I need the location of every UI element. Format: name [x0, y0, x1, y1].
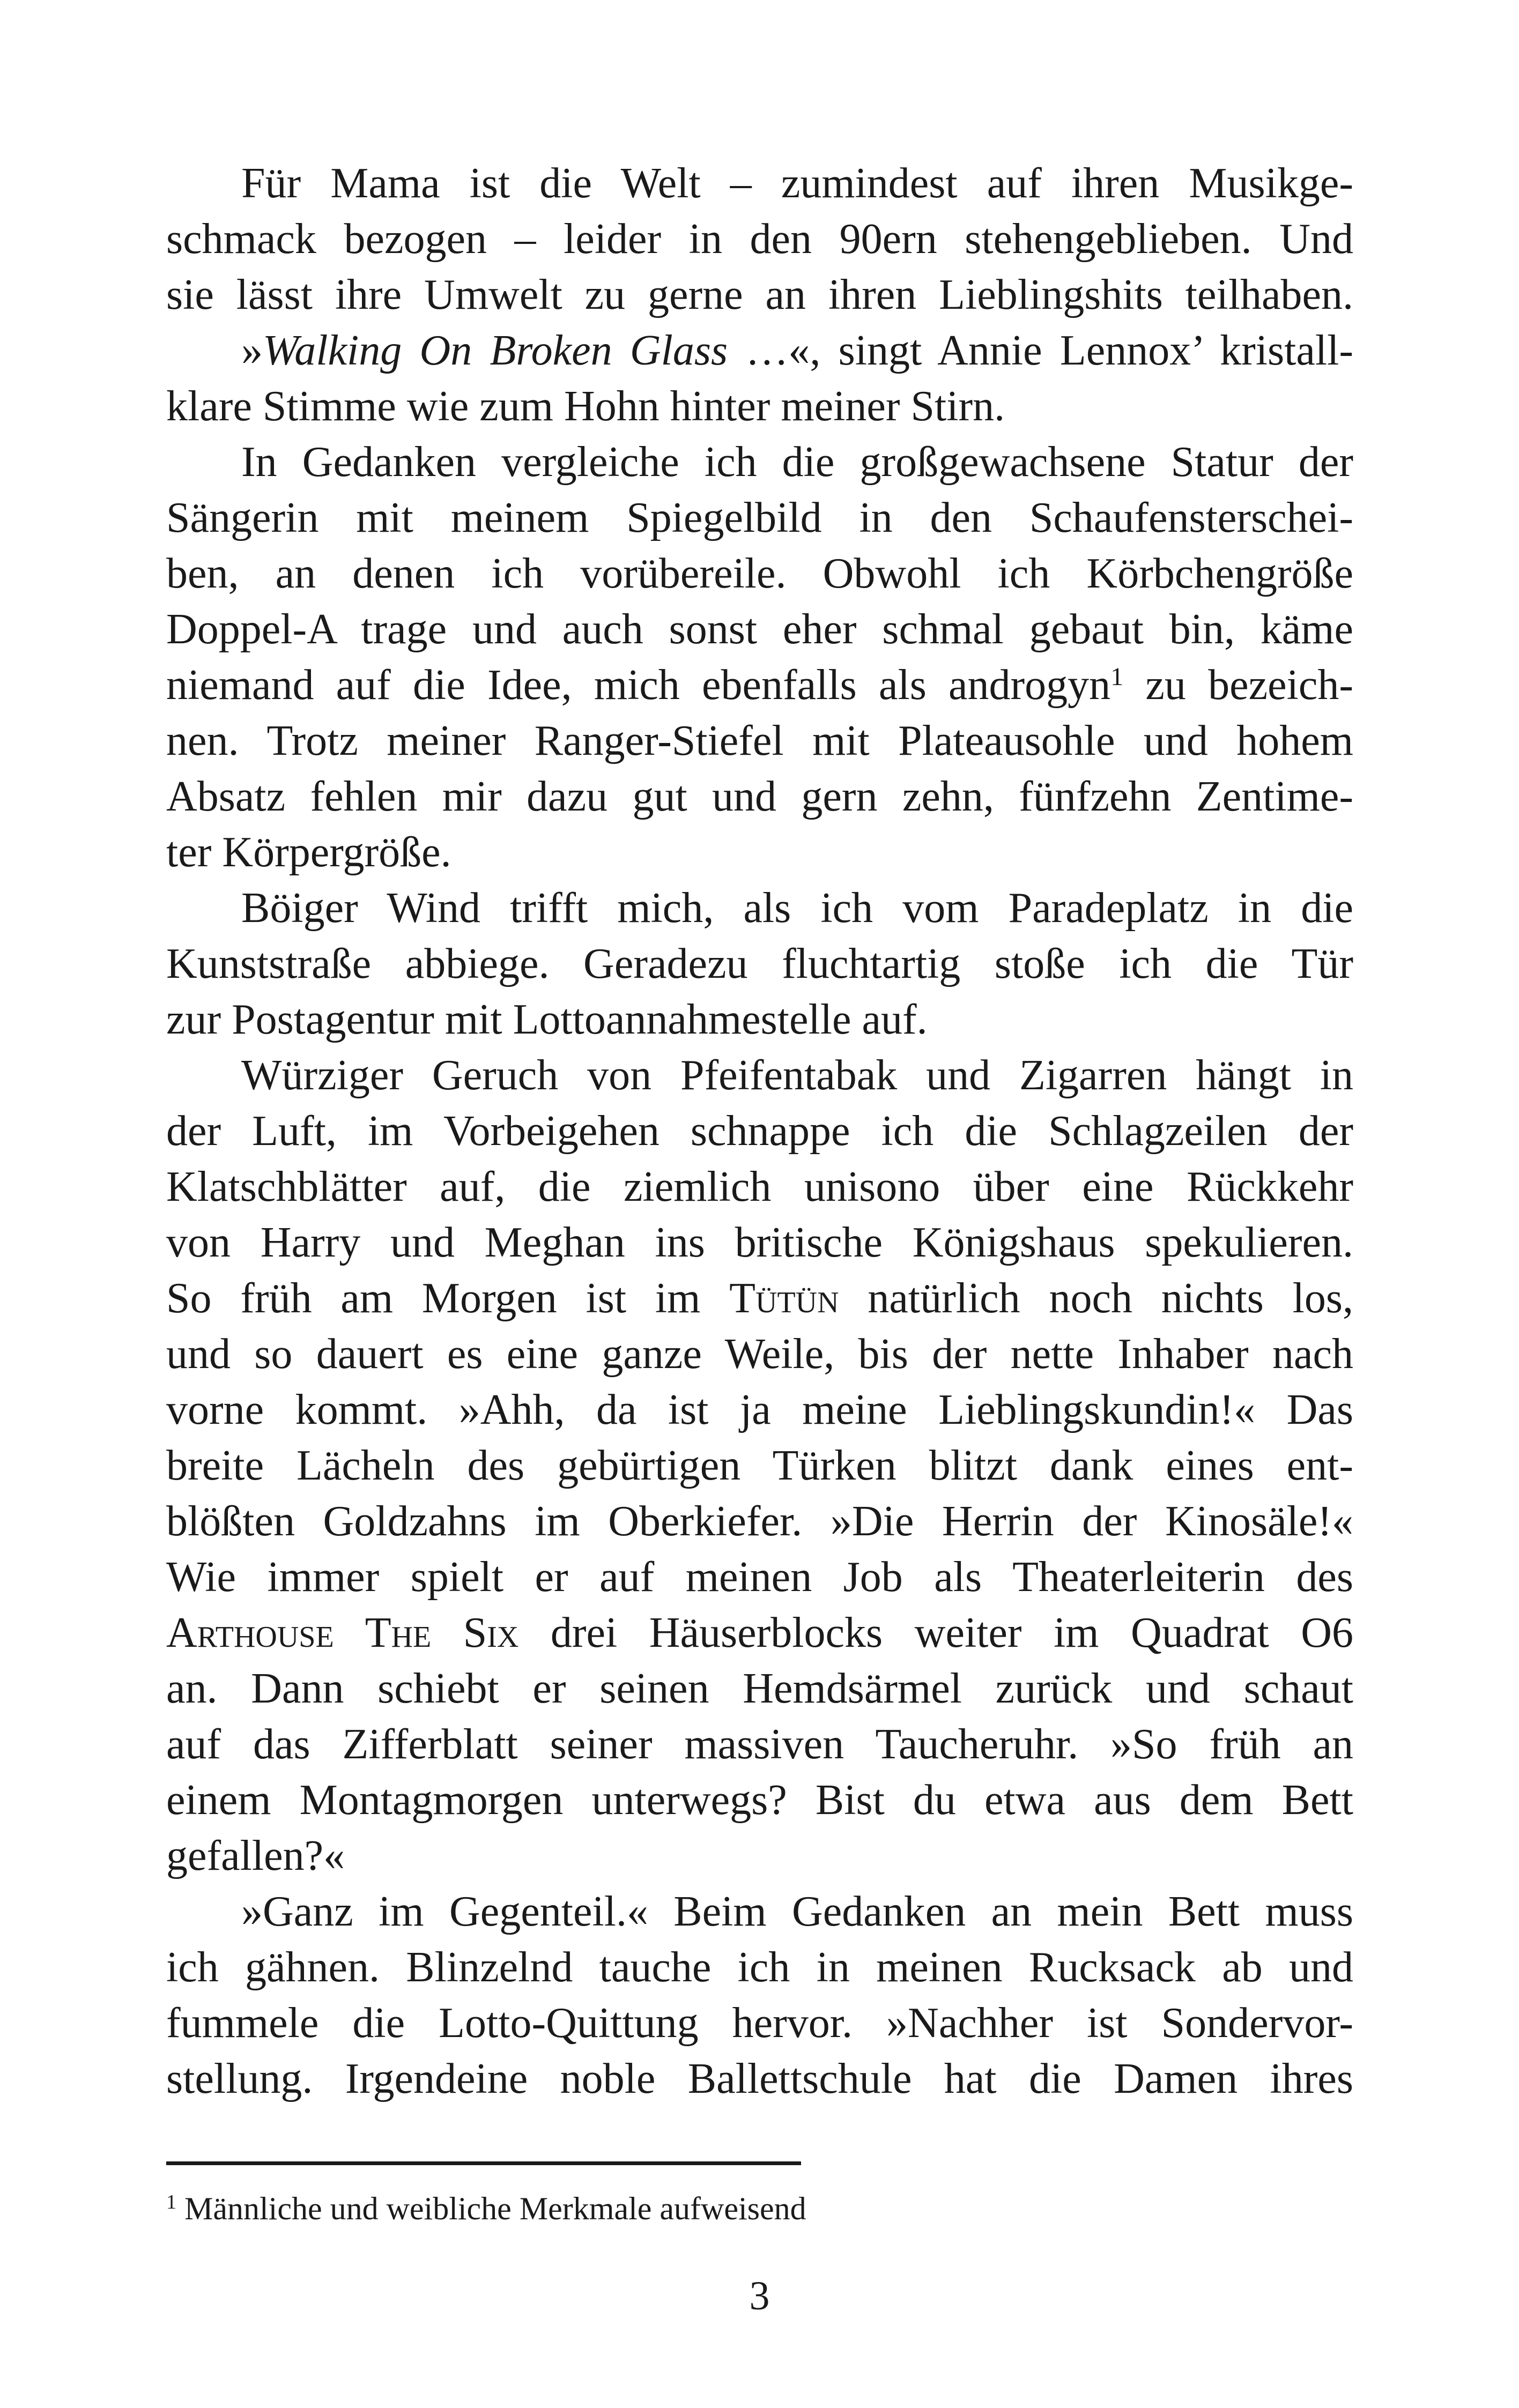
text-line: Wie immer spielt er auf meinen Job als Theaterleiterin des [166, 1554, 1353, 1601]
text-line: klare Stimme wie zum Hohn hinter meiner Stirn. [166, 383, 1005, 430]
text-line: an. Dann schiebt er seinen Hemdsärmel zurück und schaut [166, 1665, 1353, 1712]
text-line [166, 323, 1353, 378]
text-segment: So früh am Morgen ist im [166, 1275, 730, 1322]
text-line: Sängerin mit meinem Spiegelbild in den Schaufensterschei- [166, 494, 1353, 541]
text-line: ter Körpergröße. [166, 829, 451, 876]
text-line [166, 1270, 1353, 1326]
song-title: Walking On Broken Glass [263, 327, 728, 374]
text-line: gefallen?« [166, 1832, 345, 1879]
text-line: vorne kommt. »Ahh, da ist ja meine Lieblingskundin!« Das [166, 1386, 1353, 1433]
text-segment: zu bezeich- [1123, 662, 1354, 709]
text-segment: drei Häuserblocks weiter im Quadrat O6 [518, 1609, 1353, 1656]
text-line: breite Lächeln des gebürtigen Türken blitzt dank eines ent- [166, 1442, 1353, 1489]
text-line: fummele die Lotto-Quittung hervor. »Nachher ist Sondervor- [166, 2000, 1353, 2047]
small-caps-name: Tütün [729, 1275, 839, 1322]
footnote-separator [166, 2161, 801, 2165]
text-line: schmack bezogen – leider in den 90ern stehengeblieben. Und [166, 215, 1353, 263]
footnote-marker: 1 [166, 2191, 176, 2213]
small-caps-name: Arthouse The Six [166, 1609, 519, 1656]
text-segment: …«, singt Annie Lennox’ kristall- [728, 327, 1353, 374]
text-segment: » [241, 327, 263, 374]
text-line: und so dauert es eine ganze Weile, bis der nette Inhaber nach [166, 1331, 1353, 1378]
text-segment: niemand auf die Idee, mich ebenfalls als androgyn [166, 662, 1111, 709]
text-line: sie lässt ihre Umwelt zu gerne an ihren Lieblingshits teilhaben. [166, 271, 1353, 318]
text-line: ben, an denen ich vorübereile. Obwohl ich Körbchengröße [166, 550, 1353, 597]
footnote-reference: 1 [1110, 663, 1124, 691]
body-text [166, 155, 1353, 2107]
text-line: blößten Goldzahns im Oberkiefer. »Die Herrin der Kinosäle!« [166, 1498, 1353, 1545]
text-line: In Gedanken vergleiche ich die großgewachsene Statur der [241, 439, 1353, 486]
text-line: Klatschblätter auf, die ziemlich unisono über eine Rückkehr [166, 1163, 1353, 1210]
footnote-text: Männliche und weibliche Merkmale aufweisend [176, 2191, 806, 2226]
text-line: einem Montagmorgen unterwegs? Bist du etwa aus dem Bett [166, 1777, 1353, 1824]
text-segment: natürlich noch nichts los, [839, 1275, 1354, 1322]
page-number: 3 [749, 2273, 770, 2318]
text-line: Böiger Wind trifft mich, als ich vom Paradeplatz in die [241, 885, 1353, 932]
text-line [166, 1605, 1353, 1661]
text-line: der Luft, im Vorbeigehen schnappe ich die Schlagzeilen der [166, 1108, 1353, 1155]
text-line: zur Postagentur mit Lottoannahmestelle auf. [166, 996, 928, 1043]
text-line: Doppel-A trage und auch sonst eher schmal gebaut bin, käme [166, 606, 1353, 653]
text-line: auf das Zifferblatt seiner massiven Taucheruhr. »So früh an [166, 1721, 1353, 1768]
text-line [166, 657, 1353, 713]
text-line: Absatz fehlen mir dazu gut und gern zehn, fünfzehn Zentime- [166, 773, 1353, 820]
footnote [166, 2187, 806, 2230]
text-line: von Harry und Meghan ins britische Königshaus spekulieren. [166, 1219, 1353, 1266]
text-line: nen. Trotz meiner Ranger-Stiefel mit Plateausohle und hohem [166, 717, 1353, 764]
text-line: Kunststraße abbiege. Geradezu fluchtartig stoße ich die Tür [166, 940, 1353, 987]
text-line: »Ganz im Gegenteil.« Beim Gedanken an mein Bett muss [241, 1888, 1353, 1935]
text-line: ich gähnen. Blinzelnd tauche ich in meinen Rucksack ab und [166, 1944, 1353, 1991]
text-line: Für Mama ist die Welt – zumindest auf ihren Musikge- [241, 160, 1353, 207]
text-line: stellung. Irgendeine noble Ballettschule hat die Damen ihres [166, 2055, 1353, 2102]
text-line: Würziger Geruch von Pfeifentabak und Zigarren hängt in [241, 1052, 1353, 1099]
